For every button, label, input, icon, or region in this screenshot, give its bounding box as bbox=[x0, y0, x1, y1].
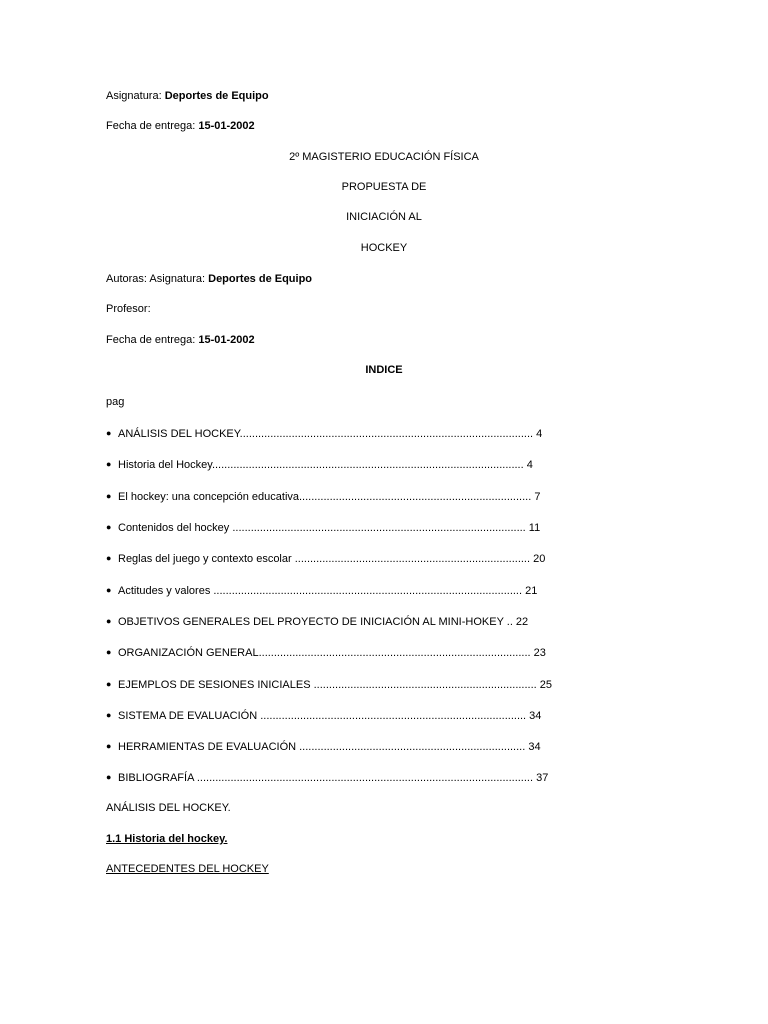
title-line-2: PROPUESTA DE bbox=[341, 181, 427, 193]
bullet-icon: ● bbox=[106, 553, 112, 563]
toc-item-text: El hockey: una concepción educativa............................................................................ 7 bbox=[118, 491, 541, 503]
toc-item-text: Contenidos del hockey ................................................................................................ 11 bbox=[118, 522, 541, 534]
toc-item[interactable] bbox=[106, 739, 541, 754]
toc-item-text: OBJETIVOS GENERALES DEL PROYECTO DE INICIACIÓN AL MINI-HOKEY .. 22 bbox=[118, 616, 529, 628]
toc-item[interactable] bbox=[106, 677, 552, 692]
bullet-icon: ● bbox=[106, 741, 112, 751]
toc-item[interactable] bbox=[106, 551, 545, 566]
subject-label: Asignatura: bbox=[106, 90, 165, 102]
subsection-title bbox=[106, 832, 227, 846]
toc-item-text: Reglas del juego y contexto escolar ............................................................................. 20 bbox=[118, 553, 546, 565]
date-repeat-label: Fecha de entrega: bbox=[106, 334, 199, 346]
toc-item[interactable] bbox=[106, 614, 528, 629]
toc-item-text: BIBLIOGRAFÍA .............................................................................................................. 37 bbox=[118, 772, 549, 784]
section-title: ANÁLISIS DEL HOCKEY. bbox=[106, 802, 231, 814]
pag-label: pag bbox=[106, 396, 125, 408]
bullet-icon: ● bbox=[106, 616, 112, 626]
subsection-title-text: 1.1 Historia del hockey. bbox=[106, 833, 228, 845]
date-label: Fecha de entrega: bbox=[106, 120, 199, 132]
bullet-icon: ● bbox=[106, 647, 112, 657]
date-line bbox=[106, 119, 255, 133]
date-repeat-value: 15-01-2002 bbox=[198, 334, 255, 346]
authors-line bbox=[106, 272, 312, 286]
toc-item[interactable] bbox=[106, 770, 548, 785]
bullet-icon: ● bbox=[106, 679, 112, 689]
toc-item-text: Actitudes y valores ..................................................................................................... 21 bbox=[118, 585, 538, 597]
bullet-icon: ● bbox=[106, 491, 112, 501]
sub-heading: ANTECEDENTES DEL HOCKEY bbox=[106, 863, 269, 875]
bullet-icon: ● bbox=[106, 772, 112, 782]
toc-item[interactable] bbox=[106, 457, 533, 472]
toc-item[interactable] bbox=[106, 520, 540, 535]
title-line-3: INICIACIÓN AL bbox=[346, 211, 422, 223]
toc-item[interactable] bbox=[106, 489, 540, 504]
bullet-icon: ● bbox=[106, 428, 112, 438]
title-line-4: HOCKEY bbox=[360, 242, 408, 254]
toc-item[interactable] bbox=[106, 583, 537, 598]
date-value: 15-01-2002 bbox=[198, 120, 255, 132]
date-repeat-line bbox=[106, 333, 255, 347]
bullet-icon: ● bbox=[106, 522, 112, 532]
authors-value: Deportes de Equipo bbox=[208, 273, 313, 285]
subject-line bbox=[106, 89, 269, 103]
toc-item-text: ANÁLISIS DEL HOCKEY................................................................................................ 4 bbox=[118, 428, 543, 440]
bullet-icon: ● bbox=[106, 710, 112, 720]
toc-item-text: SISTEMA DE EVALUACIÓN ....................................................................................... 34 bbox=[118, 710, 542, 722]
toc-item[interactable] bbox=[106, 426, 542, 441]
professor-line: Profesor: bbox=[106, 303, 151, 315]
bullet-icon: ● bbox=[106, 459, 112, 469]
title-line-1: 2º MAGISTERIO EDUCACIÓN FÍSICA bbox=[289, 151, 479, 163]
authors-label: Autoras: Asignatura: bbox=[106, 273, 209, 285]
toc-item[interactable] bbox=[106, 645, 546, 660]
toc-item-text: ORGANIZACIÓN GENERAL......................................................................................... 23 bbox=[118, 647, 546, 659]
toc-item-text: Historia del Hockey...................................................................................................... 4 bbox=[118, 459, 533, 471]
toc-item-text: EJEMPLOS DE SESIONES INICIALES ......................................................................... 25 bbox=[118, 679, 553, 691]
index-heading-text: INDICE bbox=[365, 364, 403, 376]
bullet-icon: ● bbox=[106, 585, 112, 595]
toc-item[interactable] bbox=[106, 708, 541, 723]
index-heading bbox=[0, 363, 768, 377]
subject-value: Deportes de Equipo bbox=[164, 90, 269, 102]
toc-item-text: HERRAMIENTAS DE EVALUACIÓN .......................................................................... 34 bbox=[118, 741, 541, 753]
